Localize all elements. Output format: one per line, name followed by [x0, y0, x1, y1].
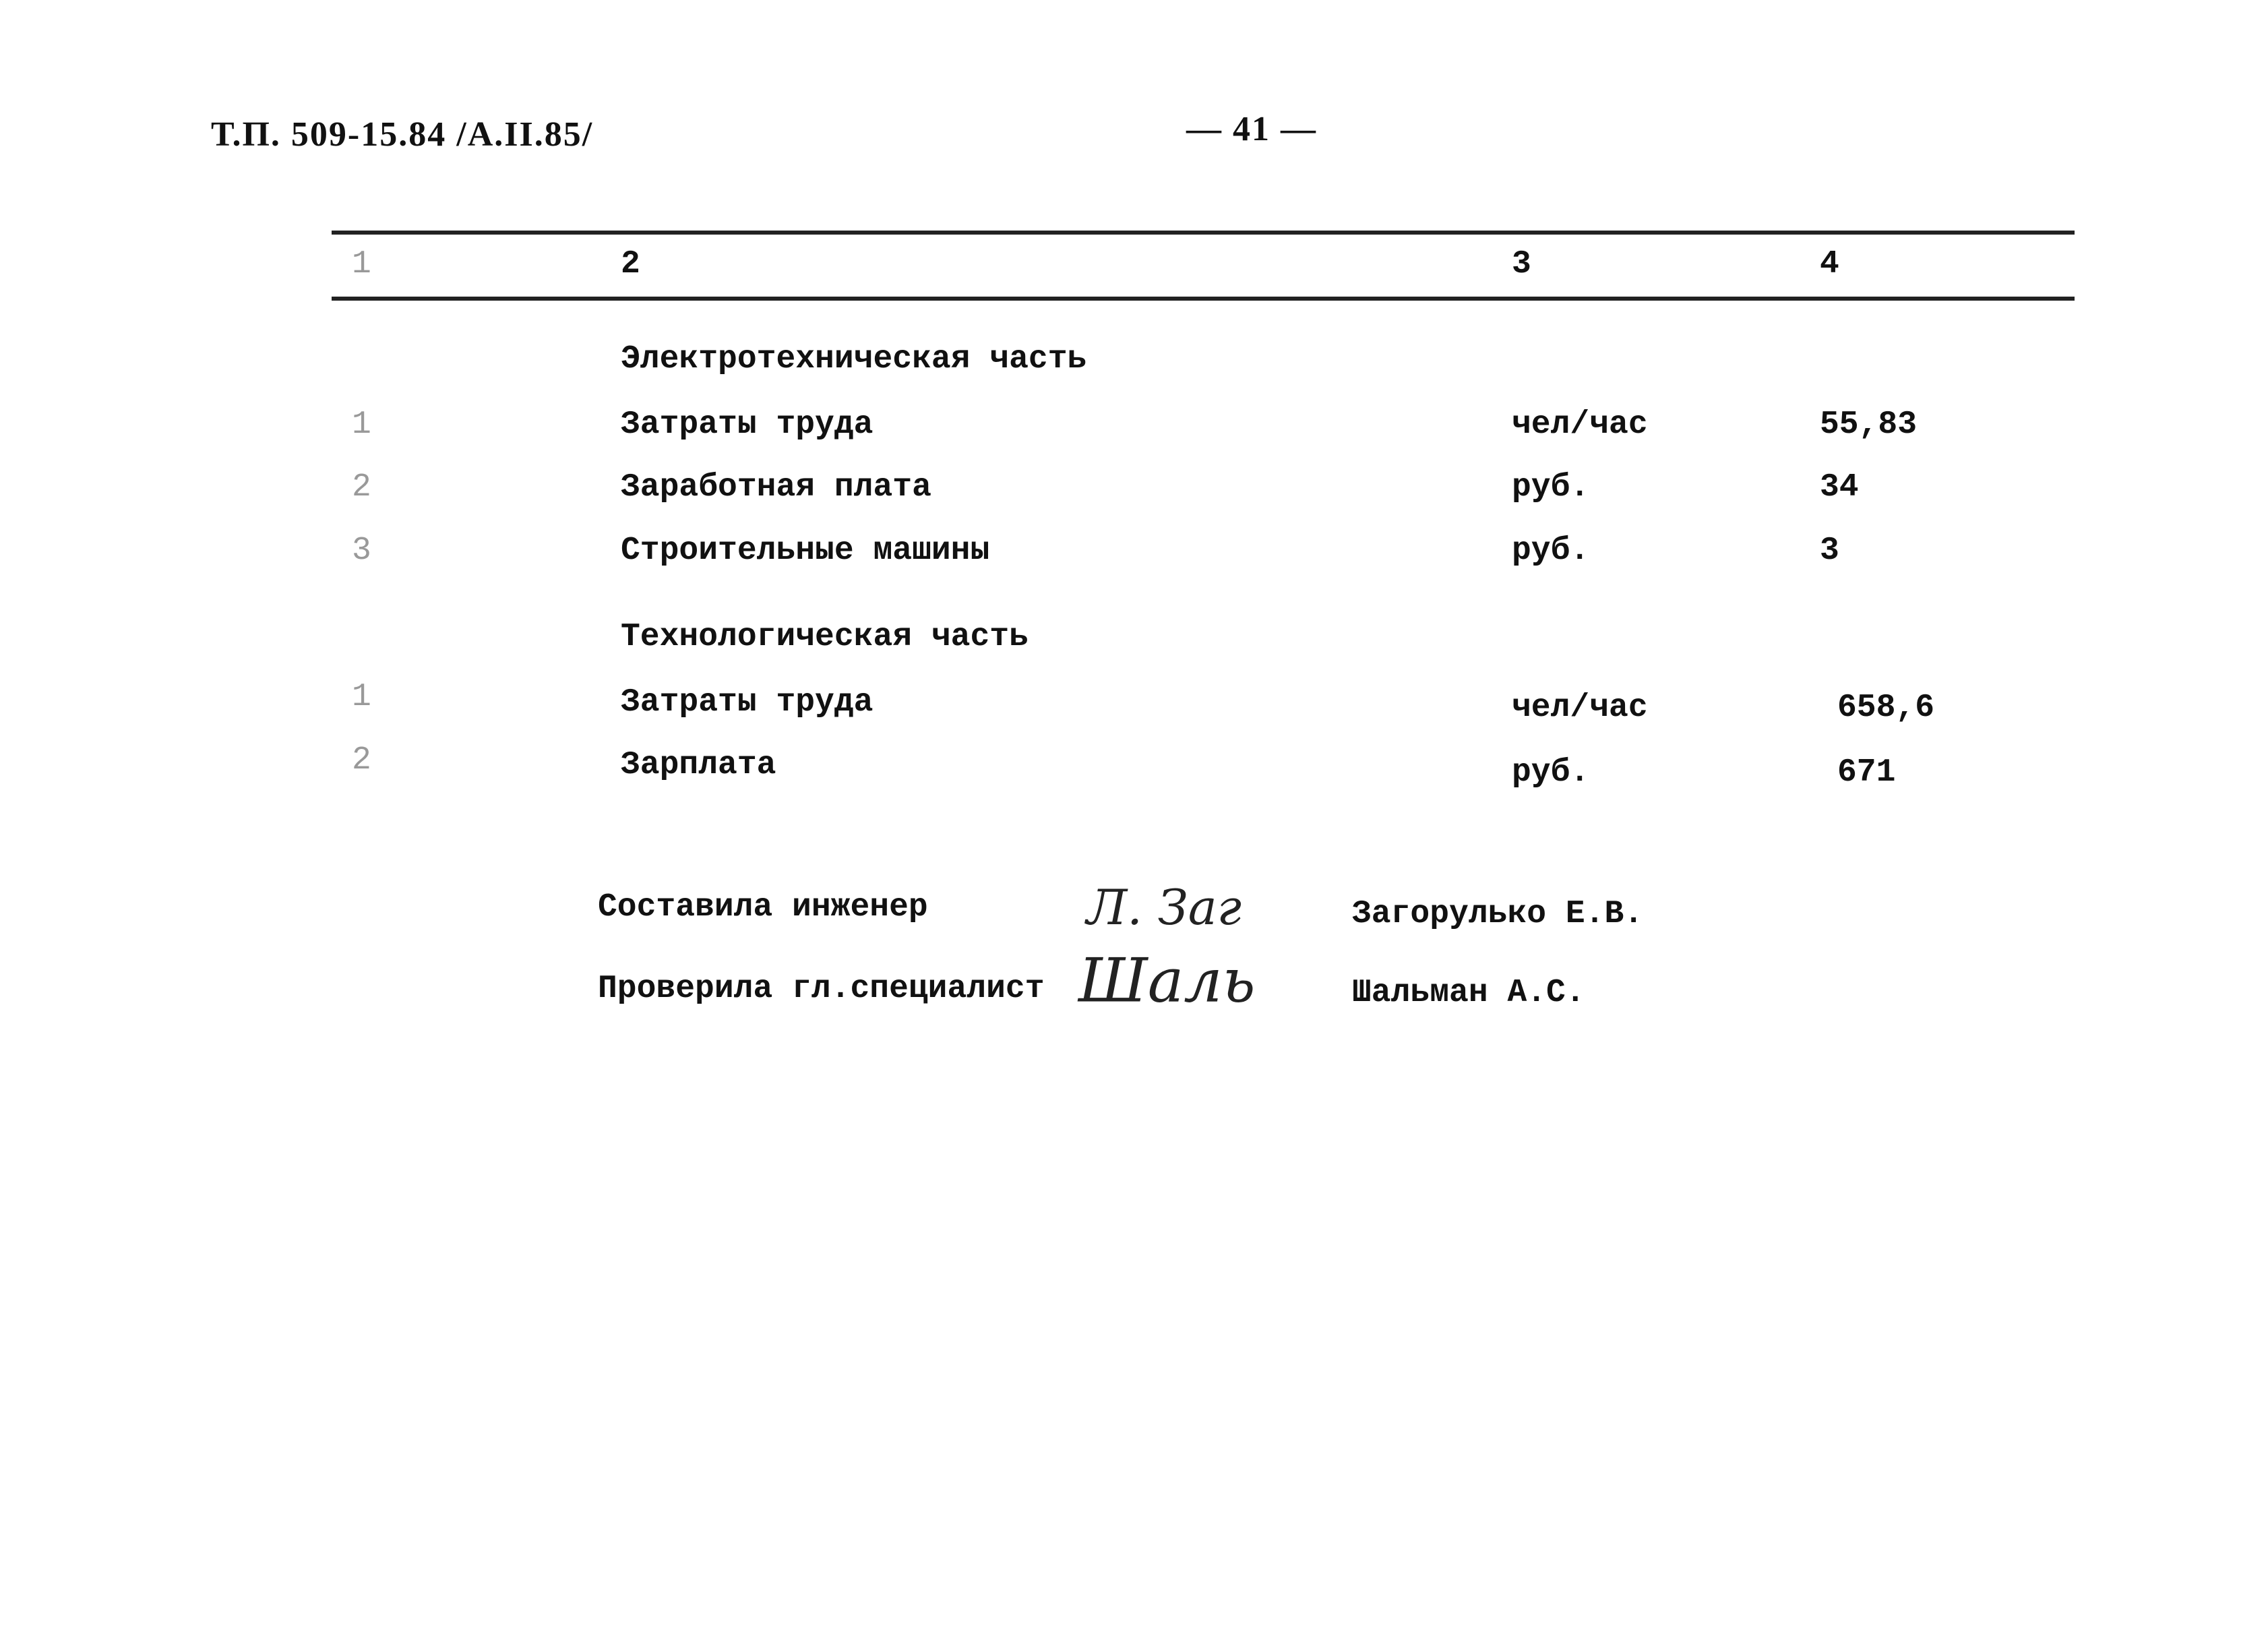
row-unit: руб. [1512, 754, 1590, 791]
document-code: Т.П. 509-15.84 /А.II.85/ [211, 115, 594, 154]
signer-name: Шальман А.С. [1352, 975, 1585, 1011]
page-number: — 41 — [1186, 110, 1317, 148]
row-number: 2 [352, 742, 371, 779]
row-number: 1 [352, 406, 371, 443]
row-number: 3 [352, 533, 371, 569]
column-number: 4 [1820, 246, 1839, 282]
row-value: 3 [1820, 533, 1839, 569]
handwritten-signature: Шаль [1078, 945, 1256, 1017]
column-number: 3 [1512, 246, 1531, 282]
section-title: Технологическая часть [621, 619, 1029, 655]
row-name: Затраты труда [621, 406, 874, 443]
row-unit: руб. [1512, 533, 1590, 569]
row-unit: руб. [1512, 469, 1590, 506]
row-unit: чел/час [1512, 406, 1648, 443]
row-unit: чел/час [1512, 690, 1648, 726]
signer-name: Загорулько Е.В. [1352, 896, 1644, 932]
row-value: 55,83 [1820, 406, 1918, 443]
table-top-rule [332, 231, 2075, 235]
row-value: 34 [1820, 469, 1859, 506]
table-header-rule [332, 297, 2075, 301]
signature-role: Проверила гл.специалист [598, 971, 1045, 1007]
row-name: Строительные машины [621, 533, 990, 569]
row-name: Зарплата [621, 747, 776, 783]
row-value: 658,6 [1837, 690, 1935, 726]
section-title: Электротехническая часть [621, 341, 1087, 377]
row-value: 671 [1837, 754, 1896, 791]
row-number: 1 [352, 679, 371, 715]
row-name: Затраты труда [621, 684, 874, 721]
handwritten-signature: Л. Заг [1086, 879, 1242, 936]
row-number: 2 [352, 469, 371, 506]
signature-role: Составила инженер [598, 889, 928, 926]
row-name: Заработная плата [621, 469, 931, 506]
column-number: 1 [352, 246, 371, 282]
column-number: 2 [621, 246, 640, 282]
